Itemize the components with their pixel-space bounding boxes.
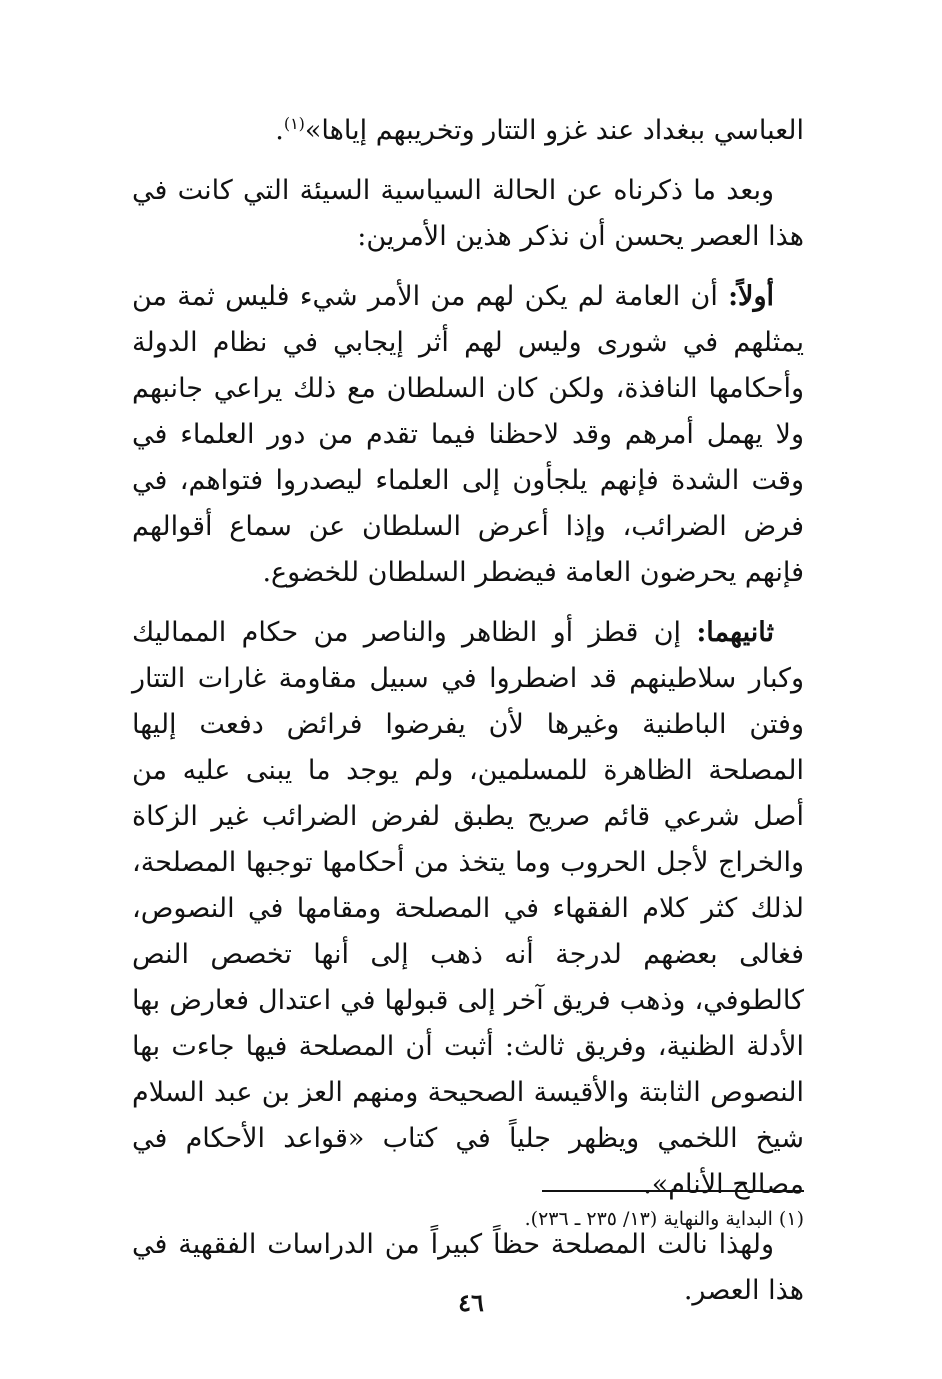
paragraph-text: العباسي ببغداد عند غزو التتار وتخريبهم إياها»: [304, 115, 804, 146]
paragraph-lead-word: أولاً:: [728, 281, 774, 312]
paragraph-end-mark: .: [275, 115, 284, 146]
paragraph-second-point: [132, 610, 804, 1208]
paragraph-continuation: [132, 108, 804, 154]
paragraph-text: وبعد ما ذكرناه عن الحالة السياسية السيئة التي كانت في هذا العصر يحسن أن نذكر هذين الأمرين:: [132, 175, 804, 252]
paragraph-first-point: [132, 274, 804, 596]
paragraph-text: أن العامة لم يكن لهم من الأمر شيء فليس ثمة من يمثلهم في شورى وليس لهم أثر إيجابي في نظام الدولة وأحكامها النافذة، ولكن كان السلطان مع ذلك يراعي جانبهم ولا يهمل أمرهم وقد لاحظنا فيما تقدم من دور العلماء في وقت الشدة فإنهم يلجأون إلى العلماء ليصدروا فتواهم، في فرض الضرائب، وإذا أعرض السلطان عن سماع أقوالهم فإنهم يحرضون العامة فيضطر السلطان للخضوع.: [132, 281, 804, 588]
paragraph-intro: [132, 168, 804, 260]
footnote-text: (١) البداية والنهاية (١٣/ ٢٣٥ ـ ٢٣٦).: [524, 1208, 804, 1230]
footnote: [132, 1204, 804, 1234]
footnote-reference: (١): [283, 114, 305, 133]
paragraph-text: ولهذا نالت المصلحة حظاً كبيراً من الدراسات الفقهية في هذا العصر.: [132, 1229, 804, 1306]
footnote-divider: [542, 1190, 804, 1192]
paragraph-text: إن قطز أو الظاهر والناصر من حكام المماليك وكبار سلاطينهم قد اضطروا في سبيل مقاومة غارات التتار وفتن الباطنية وغيرها لأن يفرضوا فرائض دفعت إليها المصلحة الظاهرة للمسلمين، ولم يوجد ما يبنى عليه من أصل شرعي قائم صريح يطبق لفرض الضرائب غير الزكاة والخراج لأجل الحروب وما يتخذ من أحكامها توجبها المصلحة، لذلك كثر كلام الفقهاء في المصلحة ومقامها في النصوص، فغالى بعضهم لدرجة أنه ذهب إلى أنها تخصص النص كالطوفي، وذهب فريق آخر إلى قبولها في اعتدال فعارض بها الأدلة الظنية، وفريق ثالث: أثبت أن المصلحة فيها جاءت بها النصوص الثابتة والأقيسة الصحيحة ومنهم العز بن عبد السلام شيخ اللخمي ويظهر جلياً في كتاب «قواعد الأحكام في مصالح الأنام».: [132, 617, 804, 1200]
page-number: ٤٦: [458, 1288, 484, 1317]
main-text: [132, 108, 804, 1328]
paragraph-lead-word: ثانيهما:: [696, 617, 774, 648]
